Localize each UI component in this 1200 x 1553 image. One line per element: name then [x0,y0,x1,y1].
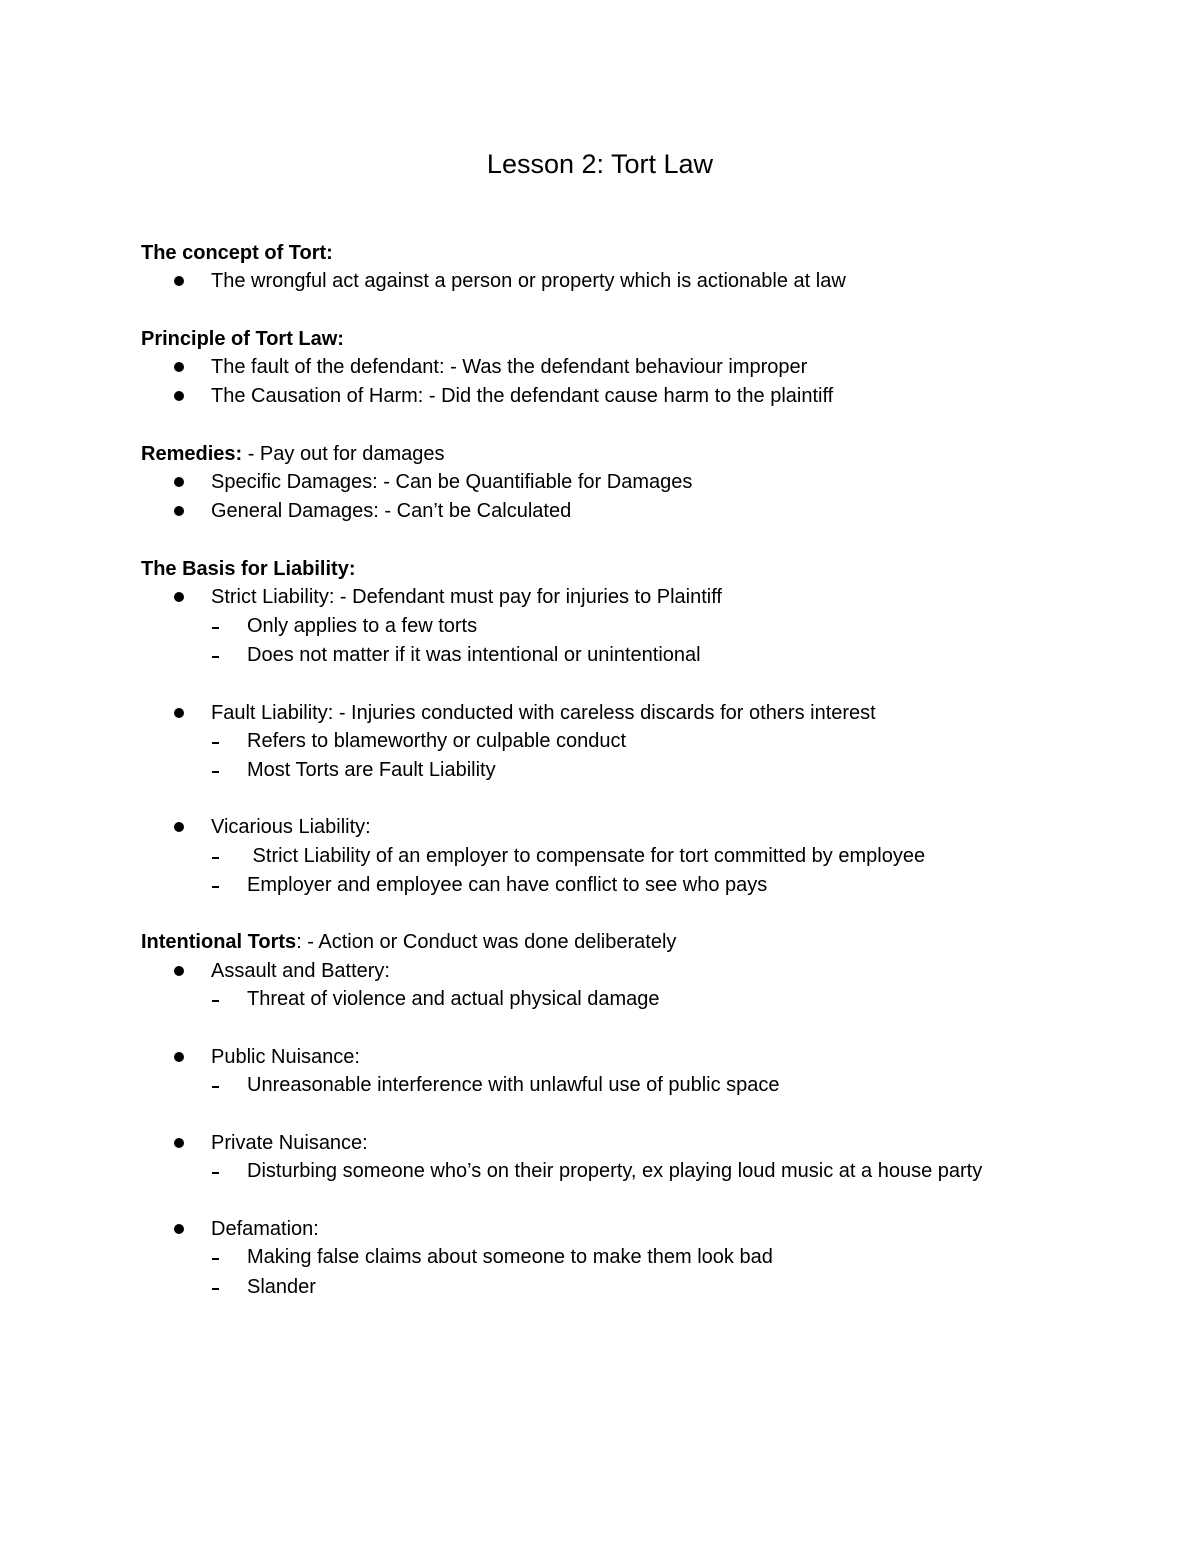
intentional-label: Intentional Torts [141,931,297,953]
intentional-description: : - Action or Conduct was done deliberately [296,931,677,953]
dash-icon [212,1288,219,1290]
sub-list-item: Slander [247,1276,316,1298]
list-item: Public Nuisance: [211,1046,360,1068]
section-heading-liability: The Basis for Liability: [141,558,356,580]
sub-list-item: Threat of violence and actual physical damage [247,988,660,1010]
list-item: Assault and Battery: [211,960,390,982]
bullet-icon [174,822,184,832]
bullet-icon [174,276,184,286]
dash-icon [212,1086,219,1088]
dash-icon [212,627,219,629]
bullet-icon [174,708,184,718]
dash-icon [212,857,219,859]
sub-list-item: Most Torts are Fault Liability [247,759,496,781]
sub-list-item: Only applies to a few torts [247,615,478,637]
bullet-icon [174,592,184,602]
page-title: Lesson 2: Tort Law [486,149,714,179]
dash-icon [212,771,219,773]
bullet-icon [174,391,184,401]
bullet-icon [174,1052,184,1062]
list-item: Private Nuisance: [211,1132,368,1154]
remedies-label: Remedies: [141,443,243,465]
list-item: General Damages: - Can’t be Calculated [211,500,572,522]
sub-list-item: Refers to blameworthy or culpable conduct [247,730,627,752]
bullet-icon [174,966,184,976]
bullet-icon [174,477,184,487]
list-item: Fault Liability: - Injuries conducted with careless discards for others interest [211,702,876,724]
section-heading-concept: The concept of Tort: [141,242,333,264]
sub-list-item: Does not matter if it was intentional or unintentional [247,644,701,666]
dash-icon [212,1172,219,1174]
bullet-icon [174,362,184,372]
list-item: Strict Liability: - Defendant must pay for injuries to Plaintiff [211,586,722,608]
sub-list-item: Disturbing someone who’s on their property, ex playing loud music at a house party [247,1160,983,1182]
list-item: The Causation of Harm: - Did the defendant cause harm to the plaintiff [211,385,834,407]
dash-icon [212,656,219,658]
dash-icon [212,1000,219,1002]
list-item: The fault of the defendant: - Was the defendant behaviour improper [211,356,808,378]
sub-list-item: Strict Liability of an employer to compensate for tort committed by employee [247,845,926,867]
section-heading-principle: Principle of Tort Law: [141,328,344,350]
remedies-description: - Pay out for damages [242,443,445,465]
sub-list-item: Employer and employee can have conflict to see who pays [247,874,768,896]
section-heading-intentional [141,928,676,957]
list-item: The wrongful act against a person or property which is actionable at law [211,270,846,292]
bullet-icon [174,1224,184,1234]
dash-icon [212,1258,219,1260]
list-item: Specific Damages: - Can be Quantifiable for Damages [211,471,693,493]
dash-icon [212,742,219,744]
dash-icon [212,886,219,888]
sub-list-item: Making false claims about someone to make them look bad [247,1246,773,1268]
section-heading-remedies [141,440,444,469]
bullet-icon [174,506,184,516]
bullet-icon [174,1138,184,1148]
sub-list-item: Unreasonable interference with unlawful use of public space [247,1074,780,1096]
list-item: Vicarious Liability: [211,816,371,838]
list-item: Defamation: [211,1218,319,1240]
